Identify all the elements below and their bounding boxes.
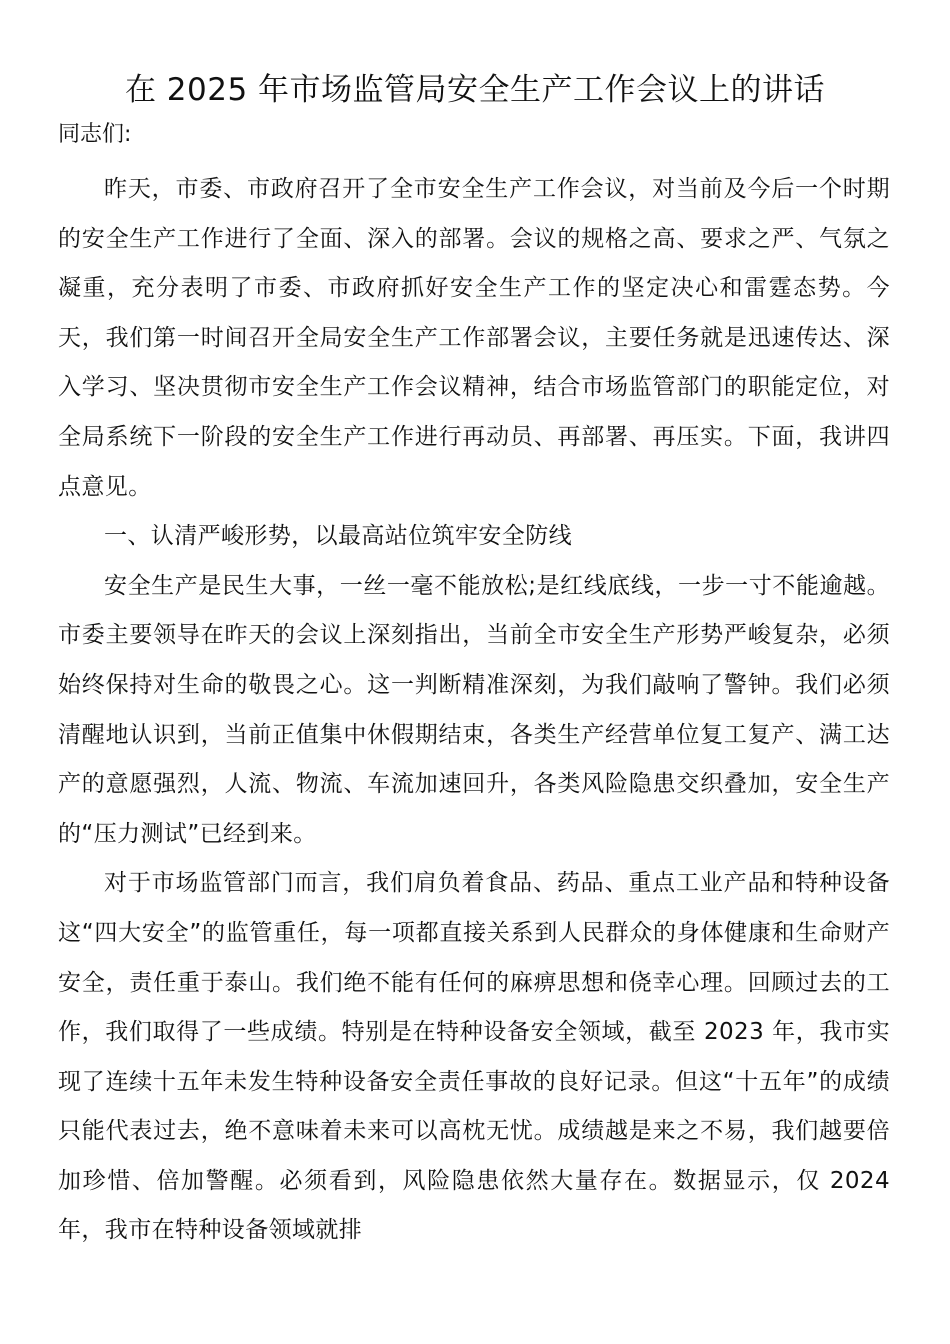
document-title: 在 2025 年市场监管局安全生产工作会议上的讲话 (124, 72, 826, 108)
paragraph-situation: 安全生产是民生大事，一丝一毫不能放松;是红线底线，一步一寸不能逾越。市委主要领导在昨天的会议上深刻指出，当前全市安全生产形势严峻复杂，必须始终保持对生命的敬畏之心。这一判断精准深刻，为我们敲响了警钟。我们必须清醒地认识到，当前正值集中休假期结束，各类生产经营单位复工复产、满工达产的意愿强烈，人流、物流、车流加速回升，各类风险隐患交织叠加，安全生产的“压力测试”已经到来。 (58, 572, 890, 847)
paragraph-intro: 昨天，市委、市政府召开了全市安全生产工作会议，对当前及今后一个时期的安全生产工作进行了全面、深入的部署。会议的规格之高、要求之严、气氛之凝重，充分表明了市委、市政府抓好安全生产工作的坚定决心和雷霆态势。今天，我们第一时间召开全局安全生产工作部署会议，主要任务就是迅速传达、深入学习、坚决贯彻市安全生产工作会议精神，结合市场监管部门的职能定位，对全局系统下一阶段的安全生产工作进行再动员、再部署、再压实。下面，我讲四点意见。 (58, 176, 890, 500)
document-body (58, 165, 890, 1256)
paragraph-responsibility: 对于市场监管部门而言，我们肩负着食品、药品、重点工业产品和特种设备这“四大安全”的监管重任，每一项都直接关系到人民群众的身体健康和生命财产安全，责任重于泰山。我们绝不能有任何的麻痹思想和侥幸心理。回顾过去的工作，我们取得了一些成绩。特别是在特种设备安全领域，截至 2023 年，我市实现了连续十五年未发生特种设备安全责任事故的良好记录。但这“十五年”的成绩只能代表过去，绝不意味着未来可以高枕无忧。成绩越是来之不易，我们越要倍加珍惜、倍加警醒。必须看到，风险隐患依然大量存在。数据显示，仅 2024 年，我市在特种设备领域就排 (58, 870, 890, 1244)
section-heading-1: 一、认清严峻形势，以最高站位筑牢安全防线 (104, 523, 572, 550)
salutation: 同志们: (58, 122, 132, 147)
